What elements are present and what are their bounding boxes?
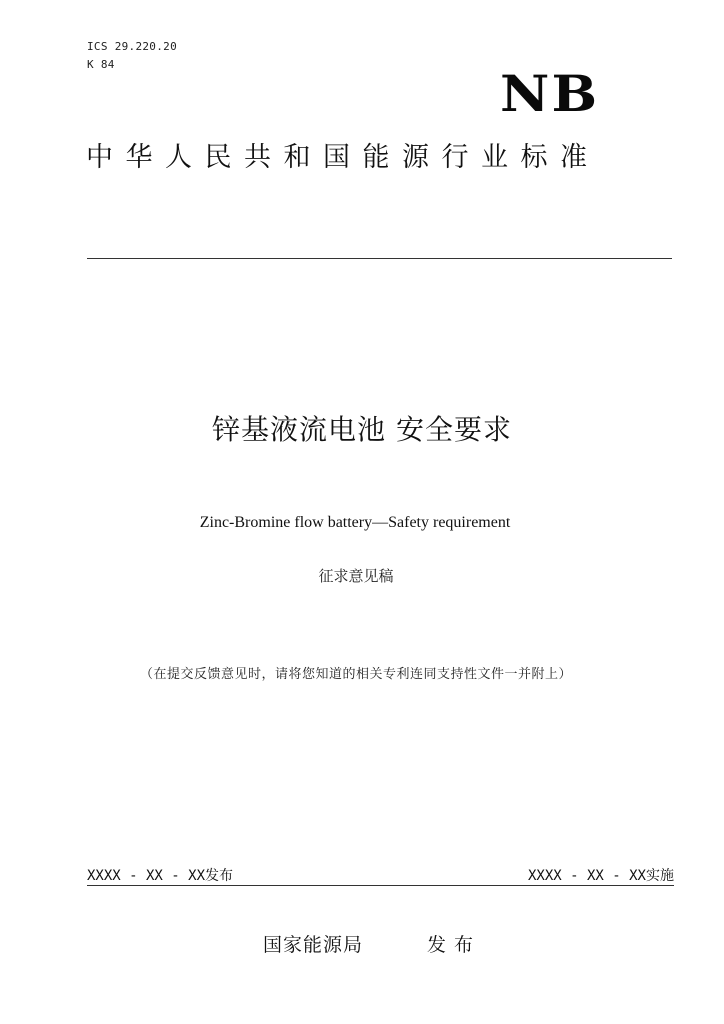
classification-codes (87, 38, 177, 74)
header-divider (87, 258, 672, 259)
issue-label: 发布 (427, 934, 482, 956)
issuing-authority: 国家能源局 (263, 934, 364, 956)
ics-code: ICS 29.220.20 (87, 40, 177, 53)
ccs-code: K 84 (87, 58, 115, 71)
footer-divider (87, 885, 674, 886)
document-title-cn: 锌基液流电池 安全要求 (212, 413, 512, 446)
draft-status: 征求意见稿 (318, 567, 394, 585)
document-title-en: Zinc-Bromine flow battery—Safety requirement (199, 514, 511, 531)
patent-notice: （在提交反馈意见时，请将您知道的相关专利连同支持性文件一并附上） (139, 667, 572, 682)
standard-category-heading: 中华人民共和国能源行业标准 (86, 142, 600, 173)
publish-date: XXXX - XX - XX发布 (87, 868, 234, 884)
nb-logo: NB (500, 64, 600, 123)
implement-date: XXXX - XX - XX实施 (527, 868, 674, 884)
